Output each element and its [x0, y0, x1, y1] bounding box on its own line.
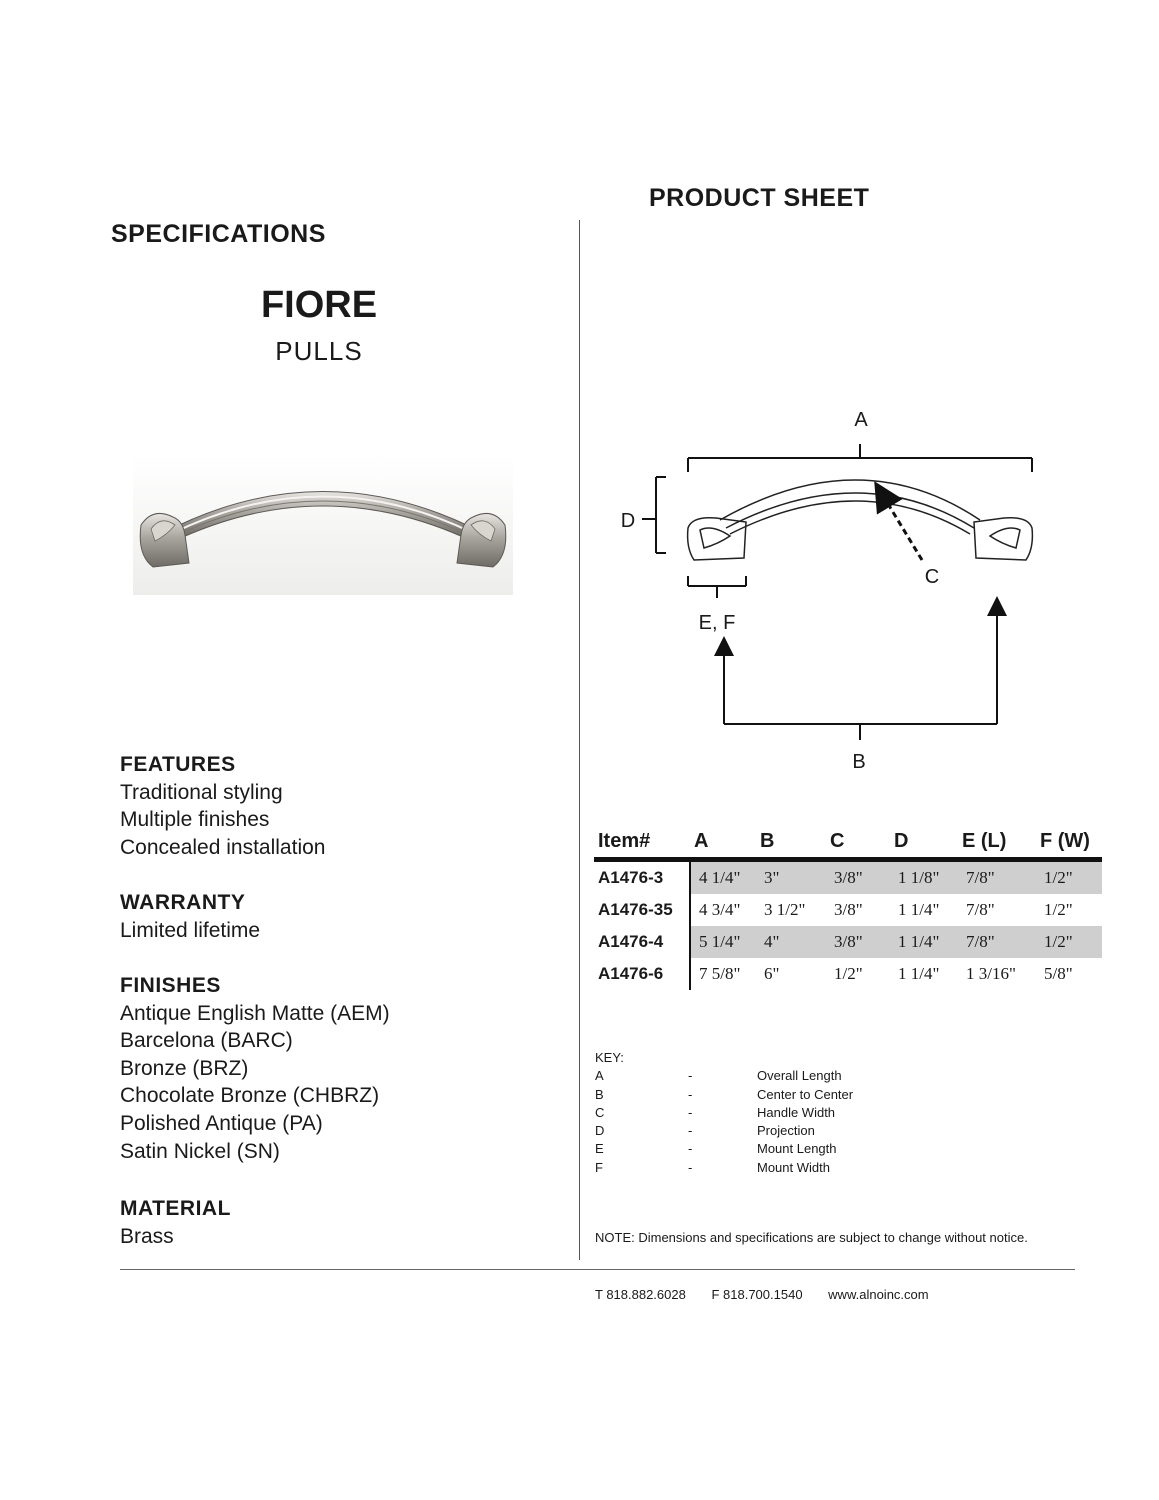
key-title: KEY:: [595, 1050, 624, 1065]
finish-item: Bronze (BRZ): [120, 1056, 249, 1080]
table-cell: 3/8": [826, 860, 890, 895]
footer-divider: [120, 1269, 1075, 1270]
finish-item: Satin Nickel (SN): [120, 1139, 280, 1163]
key-row: [595, 1104, 895, 1122]
material-item: Brass: [120, 1224, 174, 1248]
dimension-c-label: C: [924, 566, 940, 588]
finish-item: Chocolate Bronze (CHBRZ): [120, 1084, 380, 1108]
table-cell: 4": [756, 926, 826, 958]
key-dash: -: [688, 1141, 693, 1157]
table-cell: 1 1/4": [890, 926, 958, 958]
table-cell: 1/2": [1036, 860, 1102, 895]
table-cell: 4 3/4": [699, 900, 741, 919]
key-dash: -: [688, 1068, 693, 1084]
dimension-d-bracket: [642, 477, 666, 553]
handle-drawing: [688, 480, 1033, 560]
dimension-ef-label: E, F: [698, 612, 736, 634]
product-photo: [133, 455, 513, 595]
contact-info: [595, 1287, 951, 1302]
table-cell: 3/8": [834, 900, 863, 919]
product-name: FIORE: [260, 284, 378, 326]
table-cell: 7 5/8": [699, 964, 741, 983]
material-title: MATERIAL: [120, 1197, 231, 1220]
key-description: Mount Length: [757, 1141, 837, 1157]
table-cell: 1 1/8": [890, 860, 958, 895]
column-header: C: [826, 828, 890, 860]
key-letter: D: [595, 1123, 605, 1139]
table-cell: A1476-3: [594, 860, 690, 895]
key-letter: C: [595, 1104, 605, 1120]
table-cell: 1/2": [1044, 900, 1073, 919]
feature-item: Multiple finishes: [120, 808, 270, 832]
table-cell: 4 1/4": [690, 860, 756, 895]
table-cell: 7/8": [966, 900, 995, 919]
material-section: [120, 1195, 231, 1250]
table-cell: 3 1/2": [764, 900, 806, 919]
specifications-heading: SPECIFICATIONS: [111, 220, 326, 248]
table-header-row: [594, 828, 1102, 860]
table-row: [594, 926, 1102, 958]
key-letter: F: [595, 1159, 603, 1175]
column-header: F (W): [1036, 828, 1102, 860]
dimension-b-bracket: [724, 606, 997, 740]
key-description: Mount Width: [757, 1159, 830, 1175]
key-row: [595, 1067, 895, 1085]
column-header: A: [690, 828, 756, 860]
table-cell: A1476-6: [594, 958, 690, 990]
feature-item: Concealed installation: [120, 835, 326, 859]
website-link[interactable]: www.alnoinc.com: [828, 1287, 929, 1302]
key-row: [595, 1086, 895, 1104]
table-cell: 1 1/4": [898, 900, 940, 919]
key-letter: B: [595, 1086, 604, 1102]
table-cell: A1476-35: [594, 894, 690, 926]
key-row: [595, 1159, 895, 1177]
key-dash: -: [688, 1086, 693, 1102]
key-letter: A: [595, 1068, 604, 1084]
column-header: E (L): [958, 828, 1036, 860]
key-row: [595, 1122, 895, 1140]
column-header: D: [890, 828, 958, 860]
product-type: PULLS: [275, 336, 363, 366]
size-table: [594, 828, 1102, 990]
table-cell: 6": [764, 964, 780, 983]
column-header: Item#: [594, 828, 690, 860]
table-row: [594, 860, 1102, 895]
table-cell: 1/2": [834, 964, 863, 983]
dimension-diagram: [600, 400, 1120, 780]
table-cell: 7/8": [958, 860, 1036, 895]
dimension-a-bracket: [688, 444, 1032, 472]
table-cell: 5/8": [1044, 964, 1073, 983]
key-description: Projection: [757, 1123, 815, 1139]
feature-item: Traditional styling: [120, 780, 283, 804]
dimension-a-label: A: [854, 409, 868, 431]
table-cell: 3": [756, 860, 826, 895]
dimension-ef-bracket: [688, 576, 746, 598]
warranty-title: WARRANTY: [120, 891, 246, 914]
table-cell: 5 1/4": [690, 926, 756, 958]
table-cell: 3/8": [826, 926, 890, 958]
finish-item: Antique English Matte (AEM): [120, 1001, 390, 1025]
key-letter: E: [595, 1141, 604, 1157]
finishes-title: FINISHES: [120, 974, 221, 997]
finishes-section: [120, 972, 390, 1165]
table-cell: 1 1/4": [898, 964, 940, 983]
fax-number: F 818.700.1540: [711, 1287, 803, 1302]
key-dash: -: [688, 1159, 693, 1175]
table-cell: 1 3/16": [966, 964, 1016, 983]
finish-item: Polished Antique (PA): [120, 1111, 323, 1135]
key-description: Handle Width: [757, 1104, 836, 1120]
table-row: [594, 894, 1102, 926]
features-section: [120, 751, 325, 861]
warranty-item: Limited lifetime: [120, 918, 261, 942]
warranty-section: [120, 889, 260, 944]
disclaimer-note: NOTE: Dimensions and specifications are subject to change without notice.: [595, 1230, 1028, 1245]
phone-number: T 818.882.6028: [595, 1287, 686, 1302]
key-description: Overall Length: [757, 1068, 842, 1084]
key-row: [595, 1140, 895, 1158]
finish-item: Barcelona (BARC): [120, 1029, 293, 1053]
key-legend: [595, 1049, 895, 1177]
dimension-b-label: B: [852, 751, 866, 773]
table-cell: A1476-4: [594, 926, 690, 958]
dimension-d-label: D: [620, 510, 636, 532]
table-row: [594, 958, 1102, 990]
key-dash: -: [688, 1123, 693, 1139]
key-description: Center to Center: [757, 1086, 854, 1102]
table-cell: 1/2": [1036, 926, 1102, 958]
vertical-divider: [579, 220, 580, 1260]
table-cell: 7/8": [958, 926, 1036, 958]
dimension-c-arrow: [882, 494, 922, 560]
product-sheet-heading: PRODUCT SHEET: [649, 184, 870, 212]
key-dash: -: [688, 1104, 693, 1120]
column-header: B: [756, 828, 826, 860]
features-title: FEATURES: [120, 753, 236, 776]
